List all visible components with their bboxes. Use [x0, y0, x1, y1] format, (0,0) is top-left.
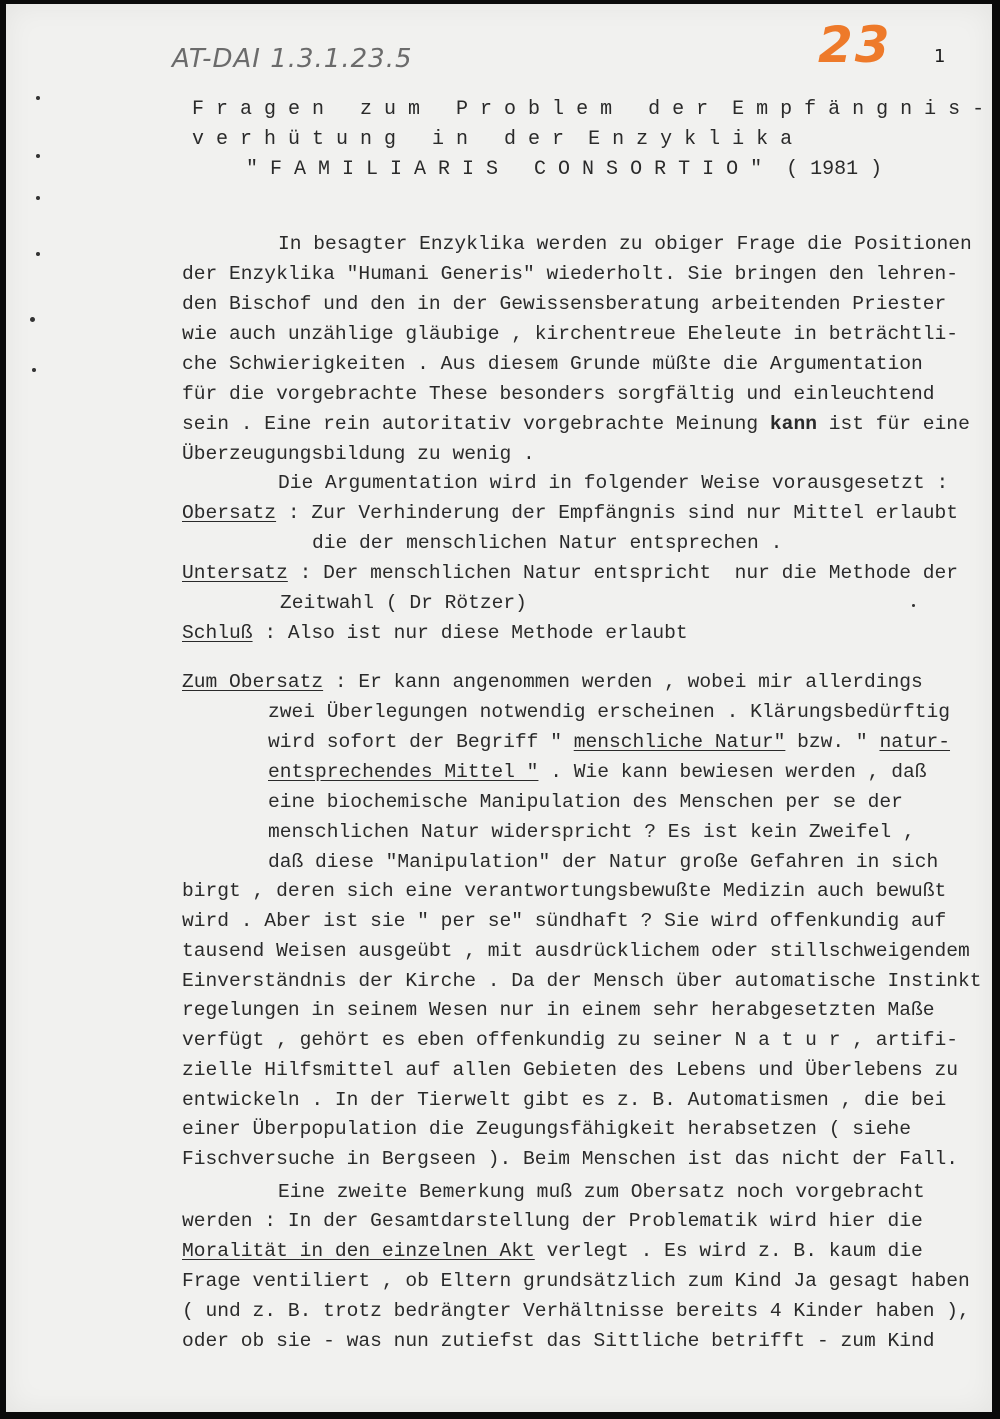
body-line [182, 1242, 923, 1262]
body-text: : Der menschlichen Natur entspricht nur die Methode der [287, 562, 959, 584]
folio-number: 23 [818, 16, 892, 74]
body-line: oder ob sie - was nun zutiefst das Sittliche betrifft - zum Kind [182, 1330, 935, 1352]
syllogism-minor-premise [182, 564, 958, 584]
body-text: verlegt . Es wird z. B. kaum die [534, 1240, 923, 1262]
syllogism-major-premise [182, 504, 958, 524]
body-line: Eine zweite Bemerkung muß zum Obersatz noch vorgebracht [278, 1181, 925, 1203]
body-line: eine biochemische Manipulation des Menschen per se der [268, 791, 903, 813]
body-text: sein . Eine rein autoritativ vorgebrachte Meinung [182, 413, 770, 435]
body-line [268, 733, 950, 753]
title-line-2: v e r h ü t u n g i n d e r E n z y k l i k a [192, 128, 793, 151]
body-text: bzw. " [785, 731, 880, 753]
body-line: zwei Überlegungen notwendig erscheinen . Klärungsbedürftig [268, 701, 950, 723]
body-line: Einverständnis der Kirche . Da der Mensch über automatische Instinkt [182, 970, 982, 992]
section-heading-zum-obersatz: Zum Obersatz [182, 671, 324, 693]
struck-word: kann [769, 413, 817, 435]
punch-mark [36, 196, 40, 200]
body-line: Zeitwahl ( Dr Rötzer) [280, 592, 527, 614]
body-line: der Enzyklika "Humani Generis" wiederholt. Sie bringen den lehren- [182, 263, 959, 285]
body-line: werden : In der Gesamtdarstellung der Problematik wird hier die [182, 1210, 923, 1232]
body-text: : Er kann angenommen werden , wobei mir allerdings [323, 671, 923, 693]
body-line: In besagter Enzyklika werden zu obiger Frage die Positionen [278, 233, 972, 255]
body-text: : Zur Verhinderung der Empfängnis sind nur Mittel erlaubt [276, 502, 959, 524]
underlined-term: natur- [879, 731, 951, 753]
body-line: den Bischof und den in der Gewissensberatung arbeitenden Priester [182, 293, 947, 315]
punch-mark [36, 252, 40, 256]
body-line: tausend Weisen ausgeübt , mit ausdrücklichem oder stillschweigendem [182, 940, 970, 962]
body-line [268, 763, 926, 783]
major-premise-label: Obersatz [182, 502, 277, 524]
body-line: Überzeugungsbildung zu wenig . [182, 443, 535, 465]
page-number: 1 [934, 46, 946, 67]
body-text: : Also ist nur diese Methode erlaubt [252, 622, 688, 644]
ink-speck [912, 604, 915, 607]
syllogism-conclusion [182, 624, 688, 644]
document-page [6, 4, 992, 1412]
punch-mark [36, 154, 40, 158]
body-line: verfügt , gehört es eben offenkundig zu seiner N a t u r , artifi- [182, 1029, 959, 1051]
punch-mark [32, 368, 36, 372]
body-line: daß diese "Manipulation" der Natur große Gefahren in sich [268, 851, 939, 873]
body-text: . Wie kann bewiesen werden , daß [538, 761, 927, 783]
conclusion-label: Schluß [182, 622, 253, 644]
body-line: che Schwierigkeiten . Aus diesem Grunde müßte die Argumentation [182, 353, 923, 375]
underlined-term: entsprechendes Mittel " [268, 761, 539, 783]
body-line: entwickeln . In der Tierwelt gibt es z. B. Automatismen , die bei [182, 1089, 947, 1111]
underlined-term: Moralität in den einzelnen Akt [182, 1240, 535, 1262]
minor-premise-label: Untersatz [182, 562, 288, 584]
body-line: birgt , deren sich eine verantwortungsbewußte Medizin auch bewußt [182, 880, 947, 902]
body-line: die der menschlichen Natur entsprechen . [312, 532, 783, 554]
body-text: wird sofort der Begriff " [268, 731, 574, 753]
body-line: einer Überpopulation die Zeugungsfähigkeit herabsetzen ( siehe [182, 1118, 912, 1140]
body-line: menschlichen Natur widerspricht ? Es ist kein Zweifel , [268, 821, 915, 843]
body-line: Frage ventiliert , ob Eltern grundsätzlich zum Kind Ja gesagt haben [182, 1270, 970, 1292]
body-line: ( und z. B. trotz bedrängter Verhältnisse bereits 4 Kinder haben ), [182, 1300, 970, 1322]
body-line: Die Argumentation wird in folgender Weise vorausgesetzt : [278, 472, 949, 494]
punch-mark [36, 96, 40, 100]
title-line-1: F r a g e n z u m P r o b l e m d e r E m p f ä n g n i s - [192, 98, 985, 121]
body-line: wird . Aber ist sie " per se" sündhaft ? Sie wird offenkundig auf [182, 910, 947, 932]
body-line: für die vorgebrachte These besonders sorgfältig und einleuchtend [182, 383, 935, 405]
section-heading-line [182, 673, 923, 693]
handwritten-archive-reference: AT-DAI 1.3.1.23.5 [172, 44, 413, 74]
body-text: ist für eine [816, 413, 970, 435]
title-line-3: " F A M I L I A R I S C O N S O R T I O " ( 1981 ) [246, 158, 883, 181]
body-line: regelungen in seinem Wesen nur in einem sehr herabgesetzten Maße [182, 999, 935, 1021]
underlined-term: menschliche Natur" [573, 731, 786, 753]
punch-mark [30, 317, 35, 322]
body-line: Fischversuche in Bergseen ). Beim Menschen ist das nicht der Fall. [182, 1148, 959, 1170]
body-line [182, 415, 970, 435]
body-line: zielle Hilfsmittel auf allen Gebieten des Lebens und Überlebens zu [182, 1059, 959, 1081]
body-line: wie auch unzählige gläubige , kirchentreue Eheleute in beträchtli- [182, 323, 959, 345]
